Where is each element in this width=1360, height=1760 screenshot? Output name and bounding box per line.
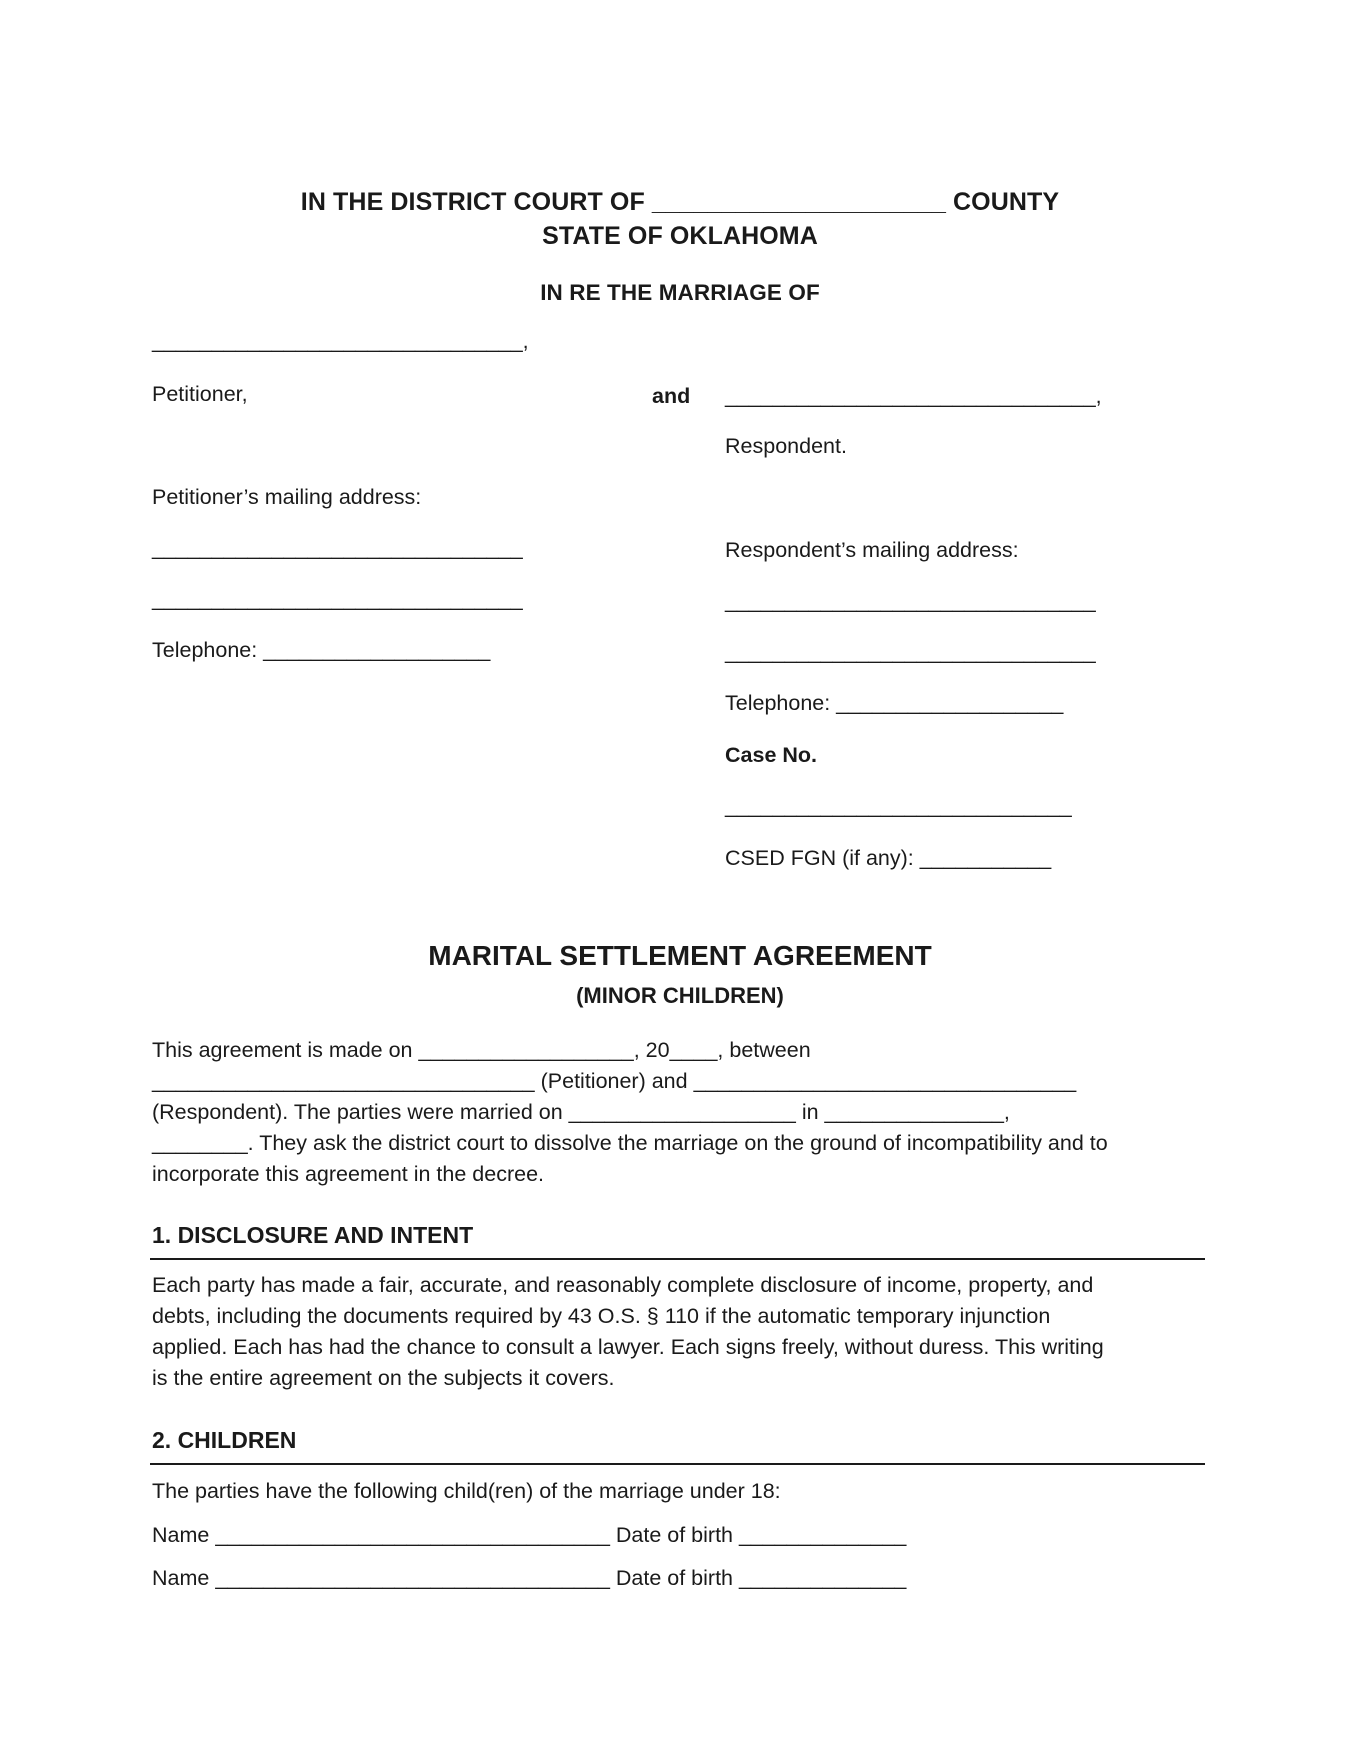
disclosure-paragraph [152, 1270, 1212, 1394]
petitioner-address-label: Petitioner’s mailing address: [152, 485, 422, 509]
respondent-address-label: Respondent’s mailing address: [725, 538, 1019, 562]
intro-line: ________________________________ (Petitioner) and ________________________________ [152, 1069, 1077, 1093]
respondent-label: Respondent. [725, 434, 847, 458]
petitioner-name-blank[interactable]: _______________________________, [152, 329, 529, 353]
petitioner-address-line-1[interactable]: _______________________________ [152, 536, 523, 560]
disclosure-line: Each party has made a fair, accurate, and reasonably complete disclosure of income, property, and [152, 1273, 1094, 1297]
child-row[interactable]: Name _________________________________ Date of birth ______________ [152, 1523, 907, 1547]
intro-paragraph [152, 1035, 1212, 1190]
children-intro: The parties have the following child(ren) of the marriage under 18: [152, 1479, 781, 1503]
section-divider [150, 1463, 1205, 1465]
intro-line: (Respondent). The parties were married on ___________________ in _______________, [152, 1100, 1010, 1124]
state-line: STATE OF OKLAHOMA [542, 222, 818, 250]
document-subtitle: (MINOR CHILDREN) [576, 983, 784, 1008]
disclosure-line: is the entire agreement on the subjects it covers. [152, 1366, 615, 1390]
court-line: IN THE DISTRICT COURT OF _____________________ COUNTY [300, 188, 1060, 216]
petitioner-label: Petitioner, [152, 382, 248, 406]
respondent-address-line-2[interactable]: _______________________________ [725, 640, 1096, 664]
case-no-blank[interactable]: _____________________________ [725, 794, 1072, 818]
petitioner-telephone-field[interactable]: Telephone: ___________________ [152, 638, 491, 662]
document-title: MARITAL SETTLEMENT AGREEMENT [428, 940, 932, 971]
child-row[interactable]: Name _________________________________ Date of birth ______________ [152, 1566, 907, 1590]
respondent-name-blank[interactable]: _______________________________, [725, 384, 1102, 408]
section-divider [150, 1258, 1205, 1260]
respondent-telephone-field[interactable]: Telephone: ___________________ [725, 691, 1064, 715]
disclosure-line: debts, including the documents required by 43 O.S. § 110 if the automatic temporary injunction [152, 1304, 1051, 1328]
case-no-label: Case No. [725, 743, 818, 767]
intro-line: incorporate this agreement in the decree. [152, 1162, 545, 1186]
petitioner-address-line-2[interactable]: _______________________________ [152, 587, 523, 611]
csed-fgn-field[interactable]: CSED FGN (if any): ___________ [725, 846, 1052, 870]
in-re-heading: IN RE THE MARRIAGE OF [540, 280, 820, 305]
section-heading-disclosure: 1. DISCLOSURE AND INTENT [152, 1222, 474, 1248]
intro-line: This agreement is made on __________________, 20____, between [152, 1038, 811, 1062]
and-label: and [652, 384, 691, 408]
disclosure-line: applied. Each has had the chance to consult a lawyer. Each signs freely, without duress. This writing [152, 1335, 1104, 1359]
respondent-address-line-1[interactable]: _______________________________ [725, 589, 1096, 613]
intro-line: ________. They ask the district court to dissolve the marriage on the ground of incompatibility and to [152, 1131, 1108, 1155]
section-heading-children: 2. CHILDREN [152, 1427, 297, 1453]
